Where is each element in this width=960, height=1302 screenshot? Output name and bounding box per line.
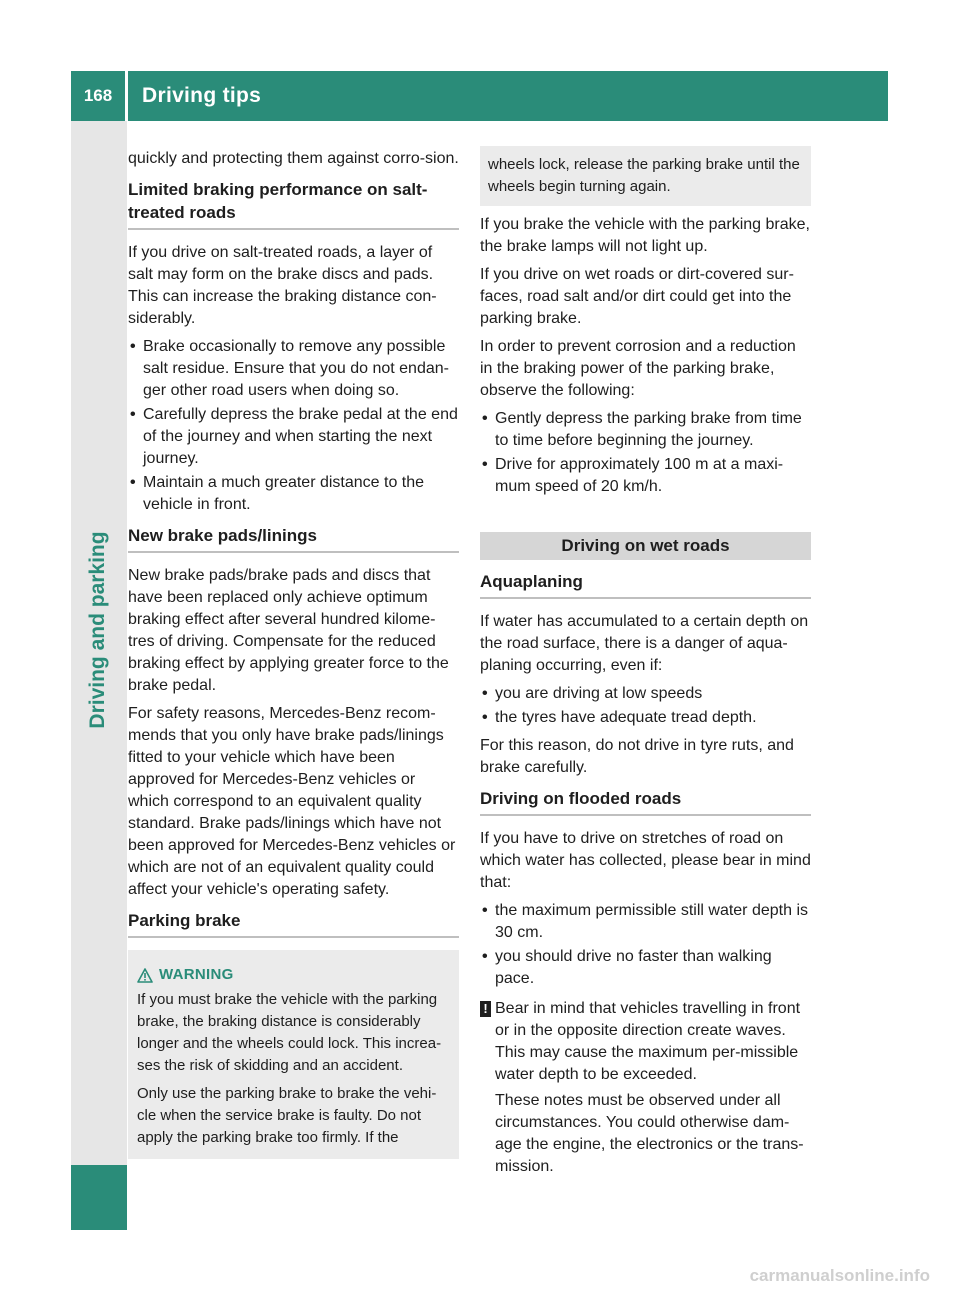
flooded-paragraph: If you have to drive on stretches of road on which water has collected, please bear in mind that:: [480, 830, 811, 891]
list-item: • Gently depress the parking brake from time to time before beginning the journey.: [480, 408, 811, 452]
list-item: • Carefully depress the brake pedal at the end of the journey and when starting the next journey.: [128, 404, 459, 470]
aquaplaning-bullets: [480, 683, 811, 729]
parking-paragraph-1: If you brake the vehicle with the parking brake, the brake lamps will not light up.: [480, 216, 810, 255]
list-item: • you are driving at low speeds: [480, 683, 811, 705]
left-column: [128, 148, 459, 1159]
right-column: [480, 148, 811, 1182]
list-item: • Drive for approximately 100 m at a maxi-mum speed of 20 km/h.: [480, 454, 811, 498]
side-tab-label: [78, 420, 118, 840]
side-tab-label-text: Driving and parking: [86, 531, 109, 729]
note-text-1: Bear in mind that vehicles travelling in front or in the opposite direction create waves. This may cause the maximum per-missible water depth to be exceeded.: [495, 1000, 801, 1083]
page-number: 168: [83, 86, 113, 105]
pads-paragraph-1: New brake pads/brake pads and discs that have been replaced only achieve optimum braking effect after several hundred kilome-tres of driving. Compensate for the reduced braking effect by applying greater force to the brake pedal.: [128, 567, 449, 694]
pads-heading: New brake pads/linings: [128, 524, 459, 553]
note-block: [480, 998, 811, 1178]
flooded-bullets: [480, 900, 811, 990]
list-item: • the tyres have adequate tread depth.: [480, 707, 811, 729]
warning-triangle-icon: [137, 968, 153, 983]
parking-bullets: [480, 408, 811, 498]
warning-box: [128, 950, 459, 1159]
flooded-roads-heading: Driving on flooded roads: [480, 787, 811, 816]
aquaplaning-paragraph: If water has accumulated to a certain depth on the road surface, there is a danger of aqua-planing occurring, even if:: [480, 613, 809, 674]
aquaplaning-heading: Aquaplaning: [480, 570, 811, 599]
pads-paragraph-2: For safety reasons, Mercedes-Benz recom-mends that you only have brake pads/linings fitted to your vehicle which have been approved for Mercedes-Benz vehicles or which correspond to an equivalent quality standard. Brake pads/linings which have not been approved for Mercedes-Benz vehicles or which are not of an equivalent quality could affect your vehicle's operating safety.: [128, 705, 456, 898]
warning-title: WARNING: [159, 966, 234, 983]
parking-brake-heading: Parking brake: [128, 909, 459, 938]
list-item: • you should drive no faster than walking pace.: [480, 946, 811, 990]
exclamation-icon: !: [480, 1001, 491, 1017]
salt-bullets: [128, 336, 459, 516]
side-tab-marker: [71, 1165, 127, 1230]
intro-paragraph: quickly and protecting them against corro-sion.: [128, 150, 459, 167]
header-divider: [125, 71, 128, 121]
list-item: • the maximum permissible still water depth is 30 cm.: [480, 900, 811, 944]
wet-roads-band: Driving on wet roads: [480, 532, 811, 560]
note-text-2: These notes must be observed under all circumstances. You could otherwise dam-age the engine, the electronics or the trans-mission.: [495, 1092, 804, 1175]
warning-text-2: Only use the parking brake to brake the vehi-cle when the service brake is faulty. Do not apply the parking brake too firmly. If the: [137, 1085, 437, 1146]
salt-paragraph: If you drive on salt-treated roads, a layer of salt may form on the brake discs and pads. This can increase the braking distance con-siderably.: [128, 244, 437, 327]
warning-continuation-text: wheels lock, release the parking brake until the wheels begin turning again.: [488, 156, 800, 195]
parking-paragraph-3: In order to prevent corrosion and a reduction in the braking power of the parking brake, observe the following:: [480, 338, 796, 399]
salt-heading: Limited braking performance on salt-treated roads: [128, 178, 459, 230]
list-item: • Brake occasionally to remove any possible salt residue. Ensure that you do not endan-ger other road users when doing so.: [128, 336, 459, 402]
aquaplaning-after: For this reason, do not drive in tyre ruts, and brake carefully.: [480, 737, 794, 776]
watermark: carmanualsonline.info: [749, 1266, 930, 1285]
warning-continuation-box: [480, 146, 811, 206]
section-title: Driving tips: [142, 84, 262, 107]
warning-header: [137, 964, 450, 986]
list-item: • Maintain a much greater distance to the vehicle in front.: [128, 472, 459, 516]
parking-paragraph-2: If you drive on wet roads or dirt-covered sur-faces, road salt and/or dirt could get into the parking brake.: [480, 266, 794, 327]
warning-text-1: If you must brake the vehicle with the parking brake, the braking distance is considerably longer and the wheels could lock. This increa-ses the risk of skidding and an accident.: [137, 991, 442, 1074]
